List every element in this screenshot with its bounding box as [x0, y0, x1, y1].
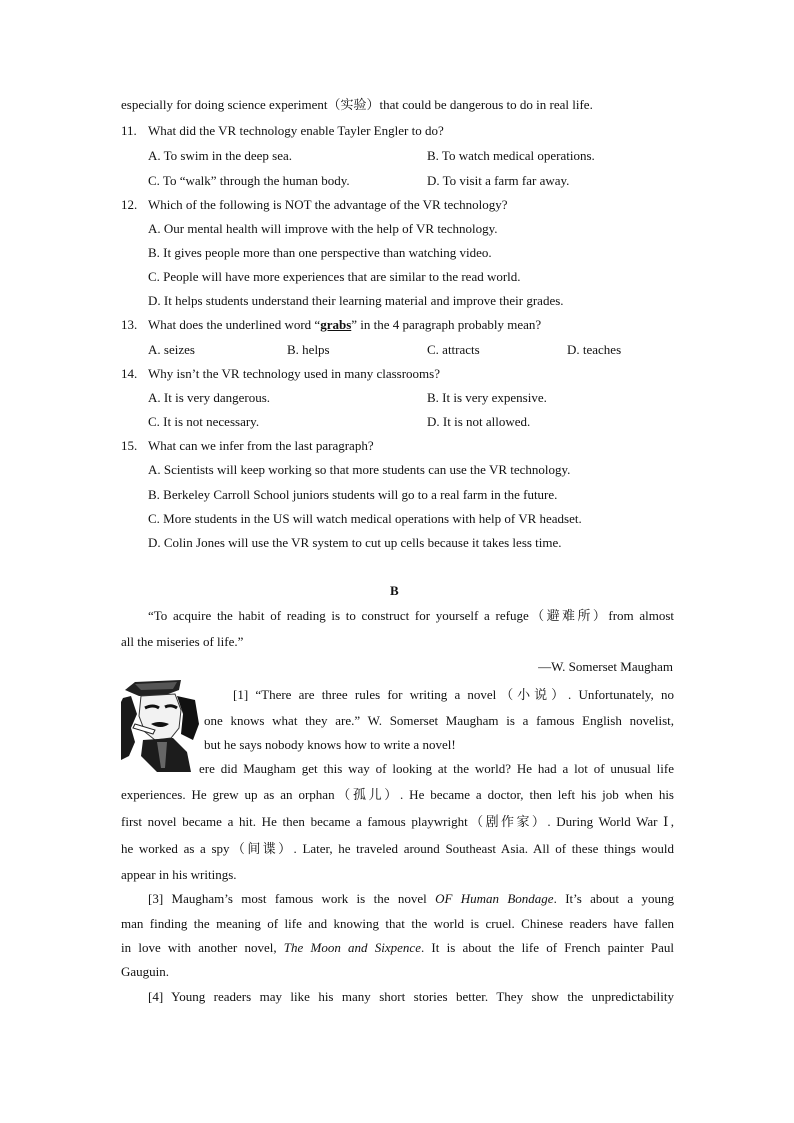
question-number: 11.	[121, 123, 137, 138]
quote-line-1: “To acquire the habit of reading is to construct for yourself a refuge（避难所）from almost	[148, 608, 674, 623]
paragraph-3-line-3: in love with another novel, The Moon and Sixpence. It is about the life of French painter Paul	[121, 940, 674, 955]
paragraph-2-line-5: appear in his writings.	[121, 867, 237, 882]
option-a[interactable]: A. It is very dangerous.	[148, 390, 271, 405]
question-number: 15.	[121, 438, 138, 453]
question-number: 12.	[121, 197, 138, 212]
option-c[interactable]: C. More students in the US will watch medical operations with help of VR headset.	[148, 511, 582, 526]
paragraph-2-line-2: experiences. He grew up as an orphan（孤儿）. He became a doctor, then left his job when his	[121, 787, 674, 802]
paragraph-4-line-1: [4] Young readers may like his many short stories better. They show the unpredictability	[148, 989, 674, 1004]
question-13-stem: 13. What does the underlined word “grabs” in the 4 paragraph probably mean?	[121, 317, 542, 332]
option-d[interactable]: D. To visit a farm far away.	[427, 173, 570, 188]
book-title: The Moon and Sixpence	[283, 940, 421, 955]
option-d[interactable]: D. It helps students understand their learning material and improve their grades.	[148, 293, 564, 308]
option-a[interactable]: A. Our mental health will improve with the help of VR technology.	[148, 221, 498, 236]
question-15-stem: 15. What can we infer from the last paragraph?	[121, 438, 374, 453]
quote-line-2: all the miseries of life.”	[121, 634, 244, 649]
paragraph-2-line-1: ere did Maugham get this way of looking at the world? He had a lot of unusual life	[199, 761, 674, 776]
option-a[interactable]: A. seizes	[148, 342, 195, 357]
question-number: 13.	[121, 317, 138, 332]
paragraph-3-line-4: Gauguin.	[121, 964, 170, 979]
book-title: OF Human Bondage	[435, 891, 554, 906]
paragraph-3-line-2: man finding the meaning of life and knowing that the world is cruel. Chinese readers have fallen	[121, 916, 674, 931]
option-c[interactable]: C. It is not necessary.	[148, 414, 260, 429]
option-d[interactable]: D. It is not allowed.	[427, 414, 531, 429]
question-number: 14.	[121, 366, 138, 381]
underlined-word: grabs	[320, 317, 352, 332]
paragraph-1-line-2: one knows what they are.” W. Somerset Maugham is a famous English novelist,	[204, 713, 674, 728]
option-c[interactable]: C. People will have more experiences that are similar to the read world.	[148, 269, 521, 284]
paragraph-3-line-1: [3] Maugham’s most famous work is the novel OF Human Bondage. It’s about a young	[148, 891, 675, 906]
option-d[interactable]: D. teaches	[567, 342, 622, 357]
option-a[interactable]: A. Scientists will keep working so that more students can use the VR technology.	[148, 462, 571, 477]
option-b[interactable]: B. helps	[287, 342, 330, 357]
option-d[interactable]: D. Colin Jones will use the VR system to cut up cells because it takes less time.	[148, 535, 562, 550]
passage-continuation: especially for doing science experiment（实验）that could be dangerous to do in real life.	[121, 97, 593, 112]
question-11-stem: 11. What did the VR technology enable Tayler Engler to do?	[121, 123, 444, 138]
option-b[interactable]: B. To watch medical operations.	[427, 148, 595, 163]
option-c[interactable]: C. attracts	[427, 342, 480, 357]
question-12-stem: 12. Which of the following is NOT the advantage of the VR technology?	[121, 197, 508, 212]
paragraph-1-line-3: but he says nobody knows how to write a novel!	[204, 737, 456, 752]
maugham-portrait-image	[121, 680, 199, 772]
quote-attribution: —W. Somerset Maugham	[538, 659, 673, 674]
option-b[interactable]: B. It gives people more than one perspective than watching video.	[148, 245, 492, 260]
paragraph-2-line-3: first novel became a hit. He then became a famous playwright（剧作家）. During World War Ⅰ,	[121, 814, 674, 829]
paragraph-1-line-1: [1] “There are three rules for writing a novel（小说）. Unfortunately, no	[233, 687, 674, 702]
option-b[interactable]: B. Berkeley Carroll School juniors students will go to a real farm in the future.	[148, 487, 558, 502]
section-heading: B	[390, 583, 399, 598]
option-b[interactable]: B. It is very expensive.	[427, 390, 547, 405]
option-a[interactable]: A. To swim in the deep sea.	[148, 148, 292, 163]
question-14-stem: 14. Why isn’t the VR technology used in many classrooms?	[121, 366, 440, 381]
option-c[interactable]: C. To “walk” through the human body.	[148, 173, 350, 188]
paragraph-2-line-4: he worked as a spy（间谍）. Later, he traveled around Southeast Asia. All of these things would	[121, 841, 674, 856]
